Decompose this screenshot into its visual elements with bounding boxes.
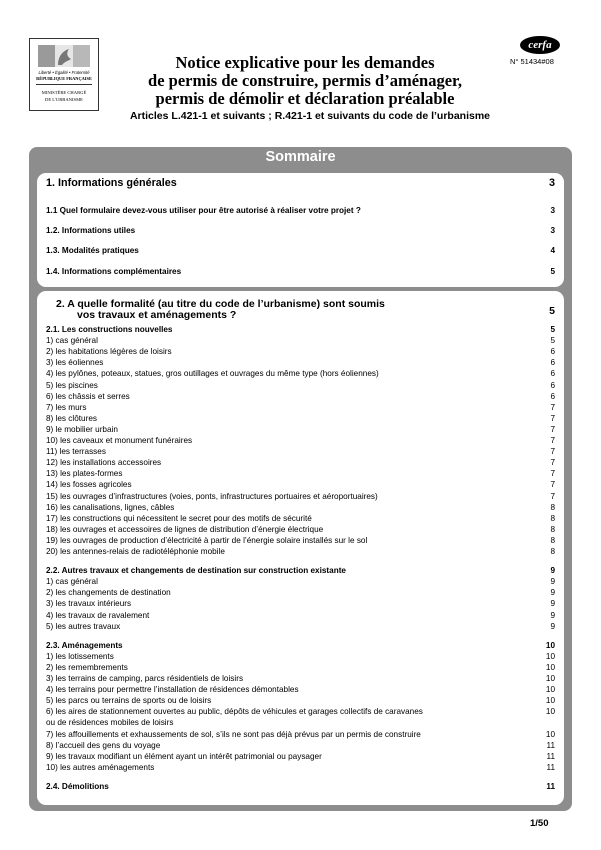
toc-entry[interactable] bbox=[46, 347, 555, 356]
toc-entry[interactable] bbox=[46, 447, 555, 456]
toc-entry[interactable] bbox=[46, 730, 555, 739]
toc-label: 15) les ouvrages d’infrastructures (voies, ponts, infrastructures portuaires et aéroportuaires) bbox=[46, 491, 378, 501]
toc-subsection[interactable] bbox=[46, 325, 555, 334]
toc-page: 10 bbox=[545, 674, 555, 683]
toc-label: 13) les plates-formes bbox=[46, 469, 123, 479]
toc-label: 9) le mobilier urbain bbox=[46, 424, 118, 434]
logo-motto: Liberté • Égalité • Fraternité bbox=[38, 70, 90, 75]
toc-label: 16) les canalisations, lignes, câbles bbox=[46, 502, 175, 512]
toc-page: 9 bbox=[550, 577, 555, 587]
toc-page: 8 bbox=[550, 513, 555, 523]
toc-page: 6 bbox=[550, 358, 555, 368]
logo-ministry bbox=[32, 89, 96, 103]
toc-page: 5 bbox=[550, 336, 555, 346]
toc-subsection[interactable] bbox=[46, 566, 555, 575]
toc-label: 1.1 Quel formulaire devez-vous utiliser pour être autorisé à réaliser votre projet ? bbox=[46, 206, 361, 215]
section2-heading-line2: vos travaux et aménagements ? bbox=[77, 309, 237, 321]
title-line: de permis de construire, permis d’aménager, bbox=[148, 71, 462, 90]
toc-entry[interactable] bbox=[46, 403, 555, 412]
toc-page: 8 bbox=[550, 535, 555, 545]
section2-heading[interactable] bbox=[46, 299, 555, 321]
toc-label: 11) les terrasses bbox=[46, 447, 106, 457]
toc-entry[interactable] bbox=[46, 696, 555, 705]
toc-page: 11 bbox=[546, 781, 555, 791]
toc-entry[interactable] bbox=[46, 267, 555, 276]
toc-label: ou de résidences mobiles de loisirs bbox=[46, 718, 174, 728]
toc-subsection[interactable] bbox=[46, 641, 555, 650]
toc-label: 9) les travaux modifiant un élément ayant un intérêt patrimonial ou paysager bbox=[46, 751, 322, 761]
toc-entry[interactable] bbox=[46, 685, 555, 694]
toc-entry[interactable] bbox=[46, 177, 555, 189]
toc-page: 9 bbox=[550, 610, 555, 620]
toc-label: 1. Informations générales bbox=[46, 177, 177, 189]
toc-entry[interactable] bbox=[46, 436, 555, 445]
toc-label: 6) les châssis et serres bbox=[46, 391, 130, 401]
toc-label: 12) les installations accessoires bbox=[46, 458, 162, 468]
toc-page: 10 bbox=[545, 651, 555, 661]
toc-entry[interactable] bbox=[46, 763, 555, 772]
toc-entry[interactable] bbox=[46, 588, 555, 597]
toc-entry[interactable] bbox=[46, 226, 555, 235]
toc-page: 10 bbox=[545, 707, 555, 717]
toc-label: 10) les autres aménagements bbox=[46, 762, 155, 772]
toc-entry[interactable] bbox=[46, 358, 555, 367]
toc-label: 2) les remembrements bbox=[46, 662, 128, 672]
toc-label: 5) les autres travaux bbox=[46, 621, 121, 631]
section2-box bbox=[37, 291, 564, 805]
toc-label: 19) les ouvrages de production d’électricité à partir de l’énergie solaire installés sur le sol bbox=[46, 535, 368, 545]
section2-heading-line1: 2. A quelle formalité (au titre du code de l’urbanisme) sont soumis bbox=[56, 298, 385, 310]
marianne-flag-icon bbox=[38, 45, 90, 67]
toc-label: 17) les constructions qui nécessitent le secret pour des motifs de sécurité bbox=[46, 513, 312, 523]
toc-page: 5 bbox=[550, 267, 555, 276]
toc-entry[interactable] bbox=[46, 480, 555, 489]
toc-page: 7 bbox=[550, 402, 555, 412]
toc-label: 1) cas général bbox=[46, 336, 98, 346]
logo-republic: RÉPUBLIQUE FRANÇAISE bbox=[36, 76, 92, 81]
toc-page: 5 bbox=[549, 305, 555, 317]
toc-label: 1) cas général bbox=[46, 577, 98, 587]
toc-label: 2) les habitations légères de loisirs bbox=[46, 347, 172, 357]
toc-entry[interactable] bbox=[46, 674, 555, 683]
toc-page: 11 bbox=[546, 762, 555, 772]
toc-label: 1.3. Modalités pratiques bbox=[46, 246, 139, 255]
toc-label: 14) les fosses agricoles bbox=[46, 480, 132, 490]
toc-page: 9 bbox=[550, 566, 555, 576]
toc-page: 3 bbox=[548, 177, 555, 189]
page-title bbox=[105, 54, 505, 108]
toc-page: 10 bbox=[545, 685, 555, 695]
toc-label: 6) les aires de stationnement ouvertes au public, dépôts de véhicules et garages collectifs de caravanes bbox=[46, 707, 423, 717]
toc-label: 3) les terrains de camping, parcs résidentiels de loisirs bbox=[46, 674, 244, 683]
toc-page: 7 bbox=[550, 491, 555, 501]
toc-entry[interactable] bbox=[46, 503, 555, 512]
articles-subtitle: Articles L.421-1 et suivants ; R.421-1 et suivants du code de l’urbanisme bbox=[129, 110, 491, 122]
marianne-logo bbox=[29, 38, 99, 111]
toc-label: 2.4. Démolitions bbox=[46, 781, 109, 791]
toc-page: 3 bbox=[550, 206, 555, 215]
toc-entry[interactable] bbox=[46, 381, 555, 390]
toc-label: 1.4. Informations complémentaires bbox=[46, 267, 182, 276]
logo-ministry-line1: MINISTÈRE CHARGÉ bbox=[41, 90, 87, 95]
toc-page: 8 bbox=[550, 524, 555, 534]
toc-entry[interactable] bbox=[46, 741, 555, 750]
toc-page: 8 bbox=[550, 502, 555, 512]
toc-page: 9 bbox=[550, 599, 555, 609]
toc-label: 4) les terrains pour permettre l’installation de résidences démontables bbox=[46, 685, 299, 695]
toc-label: 10) les caveaux et monument funéraires bbox=[46, 436, 193, 445]
toc-entry[interactable] bbox=[46, 611, 555, 620]
toc-page: 7 bbox=[550, 480, 555, 490]
toc-page: 5 bbox=[550, 325, 555, 334]
toc-page: 10 bbox=[545, 729, 555, 739]
toc-entry[interactable] bbox=[46, 752, 555, 761]
logo-ministry-line2: DE L'URBANISME bbox=[45, 97, 83, 102]
toc-label: 7) les affouillements et exhaussements de sol, s’ils ne sont pas déjà prévus par un permis de construire bbox=[46, 729, 421, 739]
toc-entry[interactable] bbox=[46, 525, 555, 534]
toc-page: 11 bbox=[546, 740, 555, 750]
toc-label: 2.3. Aménagements bbox=[46, 640, 123, 650]
toc-entry[interactable] bbox=[46, 577, 555, 586]
toc-entry[interactable] bbox=[46, 492, 555, 501]
toc-label: 3) les travaux intérieurs bbox=[46, 599, 132, 609]
toc-label: 8) l’accueil des gens du voyage bbox=[46, 740, 161, 750]
toc-entry[interactable] bbox=[46, 246, 555, 255]
title-line: permis de démolir et déclaration préalable bbox=[155, 89, 455, 108]
toc-label: 20) les antennes-relais de radiotéléphonie mobile bbox=[46, 547, 225, 556]
toc-page: 7 bbox=[550, 436, 555, 445]
section1-box bbox=[37, 173, 564, 287]
sommaire-panel bbox=[29, 147, 572, 811]
toc-entry[interactable] bbox=[46, 652, 555, 661]
toc-page: 7 bbox=[550, 424, 555, 434]
toc-entry[interactable] bbox=[46, 718, 555, 727]
toc-label: 1.2. Informations utiles bbox=[46, 226, 136, 235]
toc-page: 10 bbox=[545, 662, 555, 672]
toc-label: 2.2. Autres travaux et changements de destination sur construction existante bbox=[46, 566, 346, 576]
toc-page: 3 bbox=[550, 226, 555, 235]
toc-label: 5) les parcs ou terrains de sports ou de loisirs bbox=[46, 696, 212, 706]
toc-page: 6 bbox=[550, 347, 555, 357]
toc-entry[interactable] bbox=[46, 369, 555, 378]
sommaire-title: Sommaire bbox=[265, 149, 336, 165]
toc-page: 7 bbox=[550, 447, 555, 457]
toc-entry[interactable] bbox=[46, 599, 555, 608]
toc-entry[interactable] bbox=[46, 469, 555, 478]
toc-entry[interactable] bbox=[46, 425, 555, 434]
toc-page: 9 bbox=[550, 588, 555, 598]
page-number: 1/50 bbox=[530, 818, 549, 829]
toc-label: 1) les lotissements bbox=[46, 651, 114, 661]
toc-page: 11 bbox=[546, 751, 555, 761]
cerfa-logo: cerfa bbox=[520, 36, 560, 54]
toc-entry[interactable] bbox=[46, 458, 555, 467]
toc-page: 6 bbox=[550, 380, 555, 390]
toc-label: 18) les ouvrages et accessoires de lignes de distribution d’énergie électrique bbox=[46, 524, 324, 534]
toc-page: 10 bbox=[545, 696, 555, 706]
title-line: Notice explicative pour les demandes bbox=[175, 53, 435, 72]
toc-entry[interactable] bbox=[46, 206, 555, 215]
toc-subsection[interactable] bbox=[46, 782, 555, 791]
toc-page: 10 bbox=[545, 640, 555, 650]
toc-entry[interactable] bbox=[46, 414, 555, 423]
toc-label: 4) les travaux de ravalement bbox=[46, 610, 150, 620]
toc-label: 4) les pylônes, poteaux, statues, gros outillages et ouvrages du même type (hors éoliennes) bbox=[46, 369, 379, 379]
toc-label: 8) les clôtures bbox=[46, 413, 97, 423]
toc-label: 2.1. Les constructions nouvelles bbox=[46, 325, 173, 334]
toc-entry[interactable] bbox=[46, 663, 555, 672]
toc-label: 7) les murs bbox=[46, 402, 87, 412]
cerfa-number: N° 51434#08 bbox=[510, 57, 554, 66]
toc-page: 7 bbox=[550, 458, 555, 468]
toc-label: 2) les changements de destination bbox=[46, 588, 171, 598]
toc-page: 6 bbox=[550, 369, 555, 379]
logo-divider bbox=[36, 84, 92, 85]
toc-page: 9 bbox=[550, 621, 555, 631]
toc-entry[interactable] bbox=[46, 622, 555, 631]
toc-page: 8 bbox=[550, 547, 555, 556]
toc-entry[interactable] bbox=[46, 514, 555, 523]
toc-label: 5) les piscines bbox=[46, 380, 98, 390]
toc-label: 3) les éoliennes bbox=[46, 358, 104, 368]
toc-entry[interactable] bbox=[46, 392, 555, 401]
toc-entry[interactable] bbox=[46, 707, 555, 716]
toc-page: 7 bbox=[550, 469, 555, 479]
toc-page: 4 bbox=[550, 246, 555, 255]
toc-entry[interactable] bbox=[46, 336, 555, 345]
toc-entry[interactable] bbox=[46, 536, 555, 545]
toc-page: 6 bbox=[550, 391, 555, 401]
toc-entry[interactable] bbox=[46, 547, 555, 556]
toc-page: 7 bbox=[550, 413, 555, 423]
